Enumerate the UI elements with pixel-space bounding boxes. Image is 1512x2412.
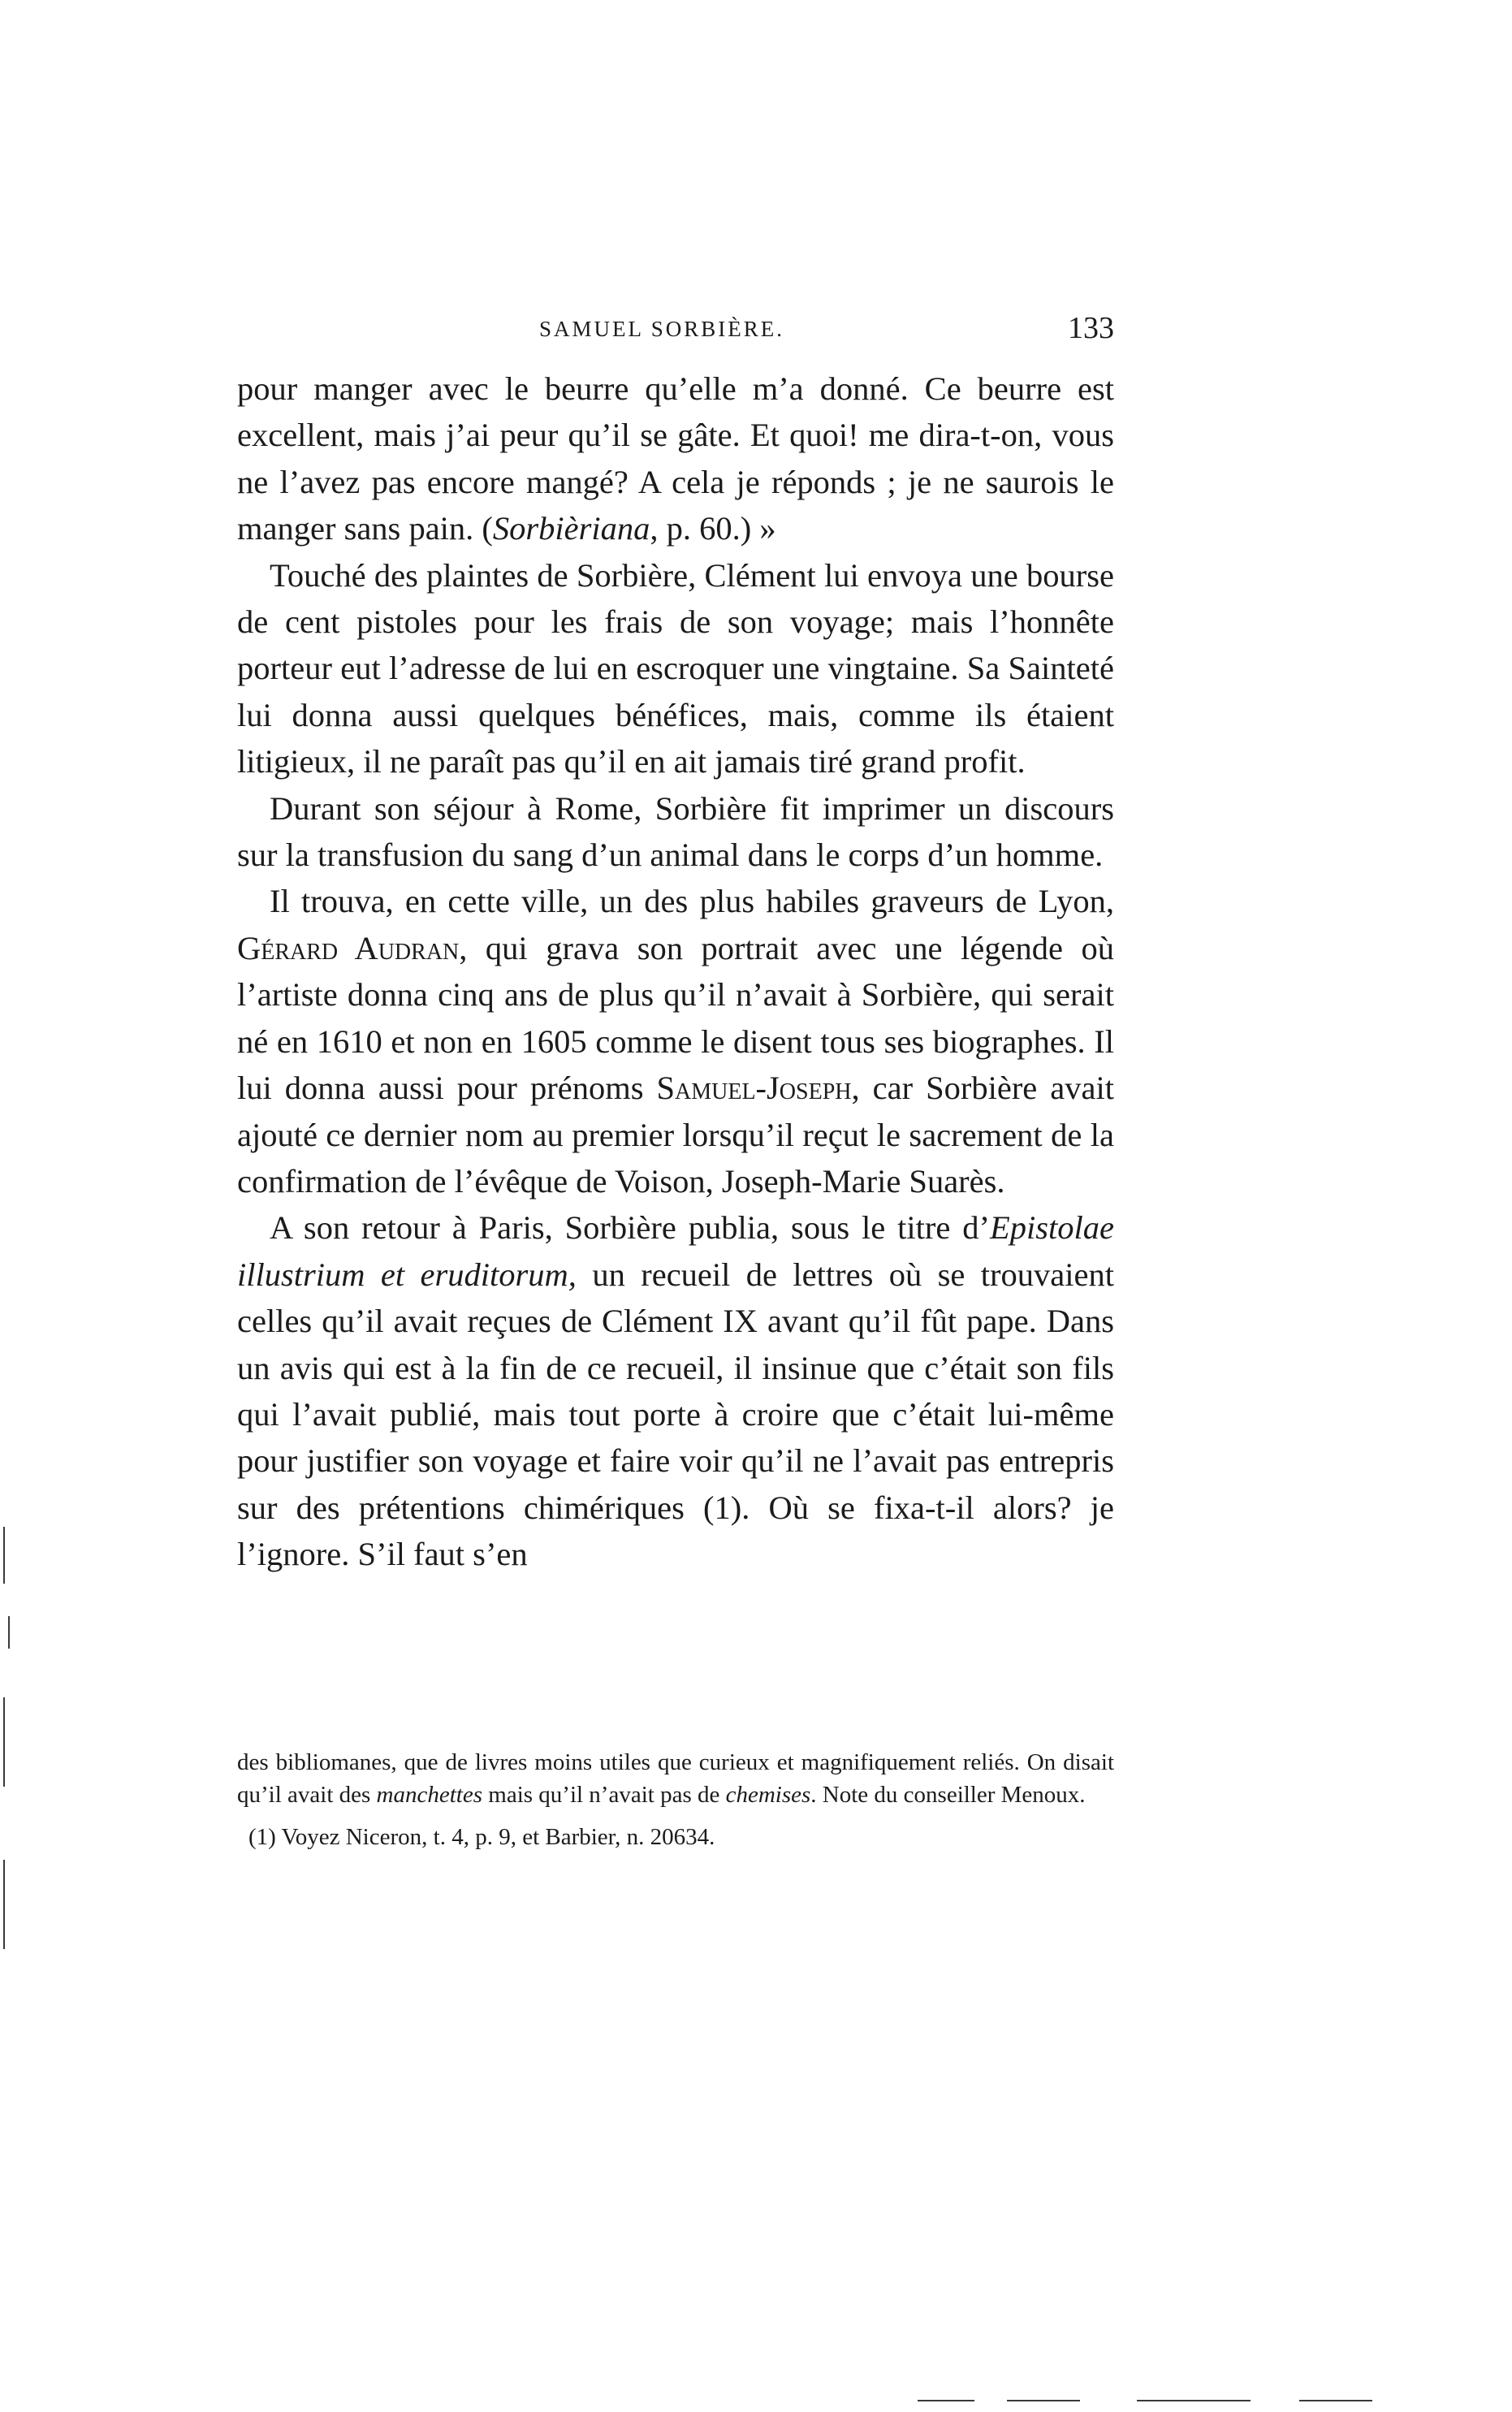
paragraph — [237, 1204, 1114, 1577]
italic-word: manchettes — [376, 1782, 483, 1808]
running-head — [237, 305, 1114, 351]
paragraph: Durant son séjour à Rome, Sorbière fit imprimer un discours sur la transfusion du sang d’un animal dans le corps d’un homme. — [237, 789, 1114, 874]
italic-title: Sorbièriana — [492, 510, 650, 547]
scan-edge-mark — [8, 1616, 10, 1649]
scan-edge-mark — [1137, 2400, 1251, 2401]
paragraph-text: pour manger avec le beurre qu’elle m’a donné. Ce beurre est excellent, mais j’ai peur qu’il se gâte. Et quoi! me dira-t-on, vous ne l’avez pas encore mangé? A cela je réponds ; je ne saurois le manger sans pain. ( — [237, 370, 1114, 547]
footnote-text: mais qu’il n’avait pas de — [482, 1782, 726, 1808]
footnotes — [237, 1746, 1114, 1853]
paragraph: Touché des plaintes de Sorbière, Clément lui envoya une bourse de cent pistoles pour les frais de son voyage; mais l’honnête porteur eut l’adresse de lui en escroquer une vingtaine. Sa Sainteté lui donna aussi quelques bénéfices, mais, comme ils étaient litigieux, il ne paraît pas qu’il en ait jamais tiré grand profit. — [237, 556, 1114, 780]
italic-title: Epistolae illustrium et eruditorum, — [237, 1209, 1114, 1293]
scan-edge-mark — [1007, 2400, 1080, 2401]
footnote-continuation — [237, 1746, 1114, 1811]
paragraph-text: un recueil de lettres où se trouvaient celles qu’il avait reçues de Clément IX avant qu’il fût pape. Dans un avis qui est à la fin de ce recueil, il insinue que c’était son fils qui l’avait publié, mais tout porte à croire que c’était lui-même pour justifier son voyage et faire voir qu’il ne l’avait pas entrepris sur des prétentions chimériques (1). Où se fixa-t-il alors? je l’ignore. S’il faut s’en — [237, 1256, 1114, 1573]
paragraph — [237, 878, 1114, 1204]
scan-edge-mark — [3, 1527, 5, 1584]
running-title: SAMUEL SORBIÈRE. — [539, 317, 785, 341]
paragraph-text: , p. 60.) » — [650, 510, 776, 547]
main-text — [237, 365, 1114, 1578]
paragraph-text: A son retour à Paris, Sorbière publia, sous le titre d’ — [270, 1209, 991, 1247]
scan-edge-mark — [918, 2400, 974, 2401]
paragraph-text: Il trouva, en cette ville, un des plus habiles graveurs de Lyon, — [270, 883, 1114, 920]
person-name: Samuel-Joseph — [656, 1070, 852, 1107]
person-name: Gérard Audran — [237, 929, 460, 966]
scan-edge-mark — [3, 1697, 5, 1787]
page-number: 133 — [1068, 311, 1114, 345]
footnote-text: . Note du conseiller Menoux. — [810, 1782, 1086, 1808]
paragraph-text: , car Sorbière avait ajouté ce dernier nom au premier lorsqu’il reçut le sacrement de la confirmation de l’évêque de Voison, Joseph-Marie Suarès. — [237, 1070, 1114, 1200]
scan-edge-mark — [1299, 2400, 1372, 2401]
footnote: (1) Voyez Niceron, t. 4, p. 9, et Barbier, n. 20634. — [248, 1824, 715, 1850]
paragraph-text: , qui grava son portrait avec une légende où l’artiste donna cinq ans de plus qu’il n’avait à Sorbière, qui serait né en 1610 et non en 1605 comme le disent tous ses biographes. Il lui donna aussi pour prénoms — [237, 929, 1114, 1107]
paragraph-continuation — [237, 365, 1114, 552]
scan-edge-mark — [3, 1860, 5, 1949]
italic-word: chemises — [725, 1782, 811, 1808]
footnote-text: des bibliomanes, que de livres moins utiles que curieux et magnifiquement reliés. On disait qu’il avait des — [237, 1749, 1114, 1808]
